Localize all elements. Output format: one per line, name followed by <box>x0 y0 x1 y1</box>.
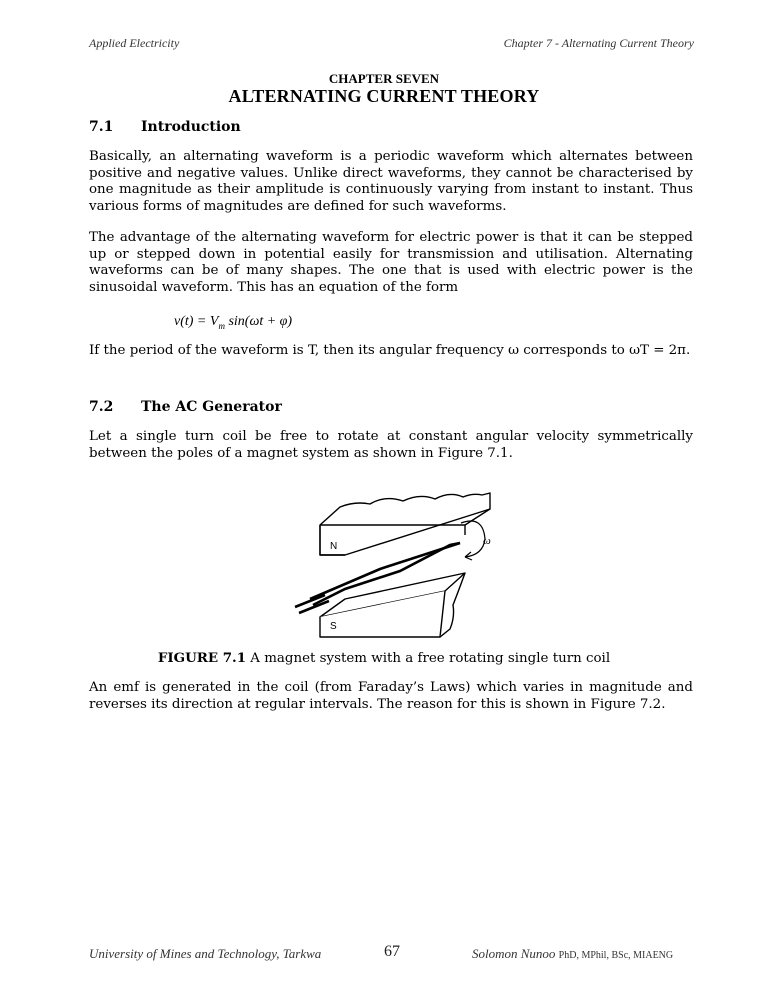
author-credentials: PhD, MPhil, BSc, MIAENG <box>558 950 674 961</box>
south-pole-label: S <box>330 621 337 632</box>
figure-caption <box>0 650 768 666</box>
running-header-right: Chapter 7 - Alternating Current Theory <box>503 36 694 50</box>
south-pole-magnet <box>320 573 465 637</box>
section-heading-7-1 <box>89 119 241 135</box>
magnet-coil-figure <box>285 487 521 647</box>
figure-caption-text: A magnet system with a free rotating single turn coil <box>246 651 611 666</box>
footer-author <box>472 946 673 962</box>
figure-caption-label: FIGURE 7.1 <box>157 650 247 666</box>
equation-rhs: sin(ωt + φ) <box>224 314 293 329</box>
intro-paragraph-1: Basically, an alternating waveform is a periodic waveform which alternates between positive and negative values. Unlike direct waveforms, they cannot be characterised by one magnitude as their amplitude is continuously varying from instant to instant. Thus various forms of magnitudes are defined for such waveforms. <box>89 149 693 214</box>
section-heading-7-2 <box>89 399 282 415</box>
equation-subscript: m <box>218 320 225 331</box>
generator-paragraph-2: An emf is generated in the coil (from Faraday’s Laws) which varies in magnitude and reverses its direction at regular intervals. The reason for this is shown in Figure 7.2. <box>89 680 693 712</box>
section-title: Introduction <box>141 119 241 135</box>
intro-paragraph-3: If the period of the waveform is T, then its angular frequency ω corresponds to ωT = 2π. <box>89 343 691 359</box>
section-number: 7.2 <box>89 399 114 415</box>
intro-paragraph-2: The advantage of the alternating waveform for electric power is that it can be stepped up or stepped down in potential easily for transmission and utilisation. Alternating waveforms can be of many shapes. The one that is used with electric power is the sinusoidal waveform. This has an equation of the form <box>89 230 693 295</box>
chapter-title: ALTERNATING CURRENT THEORY <box>228 86 540 106</box>
equation-lhs: v(t) = V <box>174 314 219 329</box>
running-header-left: Applied Electricity <box>89 36 180 50</box>
sinusoid-equation <box>174 314 292 331</box>
author-name: Solomon Nunoo <box>472 946 556 961</box>
generator-paragraph-1: Let a single turn coil be free to rotate at constant angular velocity symmetrically between the poles of a magnet system as shown in Figure 7.1. <box>89 429 693 461</box>
north-pole-label: N <box>330 541 338 552</box>
footer-institution: University of Mines and Technology, Tarkwa <box>89 946 322 961</box>
section-title: The AC Generator <box>141 399 282 415</box>
chapter-number: CHAPTER SEVEN <box>328 71 440 86</box>
north-pole-magnet <box>320 493 490 555</box>
page-number: 67 <box>384 943 400 960</box>
section-number: 7.1 <box>89 119 114 135</box>
omega-label: ω <box>483 535 491 547</box>
